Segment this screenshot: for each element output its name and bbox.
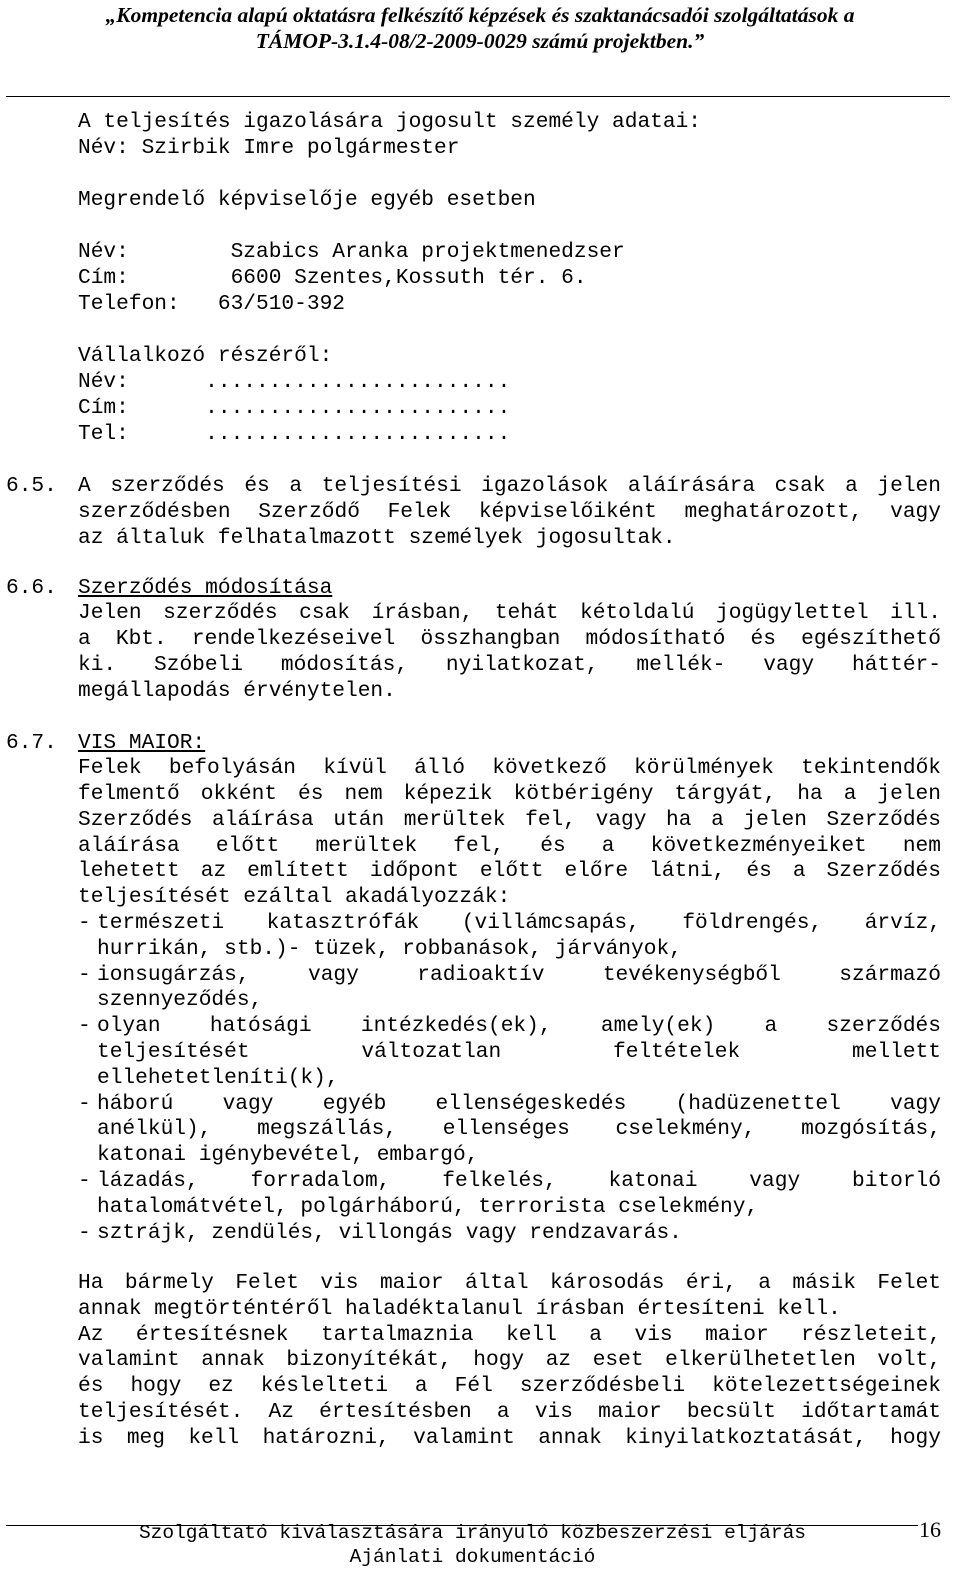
footer-line-2: Ajánlati dokumentáció — [349, 1546, 596, 1568]
text-line: - — [78, 1169, 91, 1193]
text-line: aláírása előtt merültek fel, és a következményeiket nem — [78, 834, 941, 858]
text-line: Cím: ........................ — [78, 396, 511, 420]
text-line: lehetett az említett időpont előtt előre látni, és a Szerződés — [78, 859, 941, 883]
text-line: szerződésben Szerződő Felek képviselőiként meghatározott, vagy — [78, 500, 941, 524]
text-line: - — [78, 1014, 91, 1038]
page-number: 16 — [919, 1517, 941, 1542]
text-line: Vállalkozó részéről: — [78, 344, 333, 368]
text-line: természeti katasztrófák (villámcsapás, földrengés, árvíz, — [97, 911, 941, 935]
text-line: háború vagy egyéb ellenségeskedés (hadüzenettel vagy — [97, 1092, 941, 1116]
text-line: katonai igénybevétel, embargó, — [97, 1143, 479, 1167]
header-line-2: TÁMOP-3.1.4-08/2-2009-0029 számú projektben.” — [255, 29, 705, 53]
text-line: lázadás, forradalom, felkelés, katonai vagy bitorló — [97, 1169, 941, 1193]
text-line: Tel: ........................ — [78, 422, 511, 446]
text-line: 6.6. — [6, 576, 57, 600]
text-line: felmentő okként és nem képezik kötbérigény tárgyát, ha a jelen — [78, 782, 941, 806]
text-line: Szerződés módosítása — [78, 576, 333, 600]
text-line: 6.7. — [6, 731, 57, 755]
text-line: szennyeződés, — [97, 988, 263, 1012]
text-line: VIS MAIOR: — [78, 731, 206, 755]
text-line: A szerződés és a teljesítési igazolások aláírására csak a jelen — [78, 474, 941, 498]
text-line: - — [78, 963, 91, 987]
text-line: 6.5. — [6, 474, 57, 498]
text-line: ellehetetleníti(k), — [97, 1066, 339, 1090]
text-line: Név: Szirbik Imre polgármester — [78, 136, 460, 160]
footer-line-1: Szolgáltató kiválasztására irányuló közbeszerzési eljárás — [138, 1522, 806, 1544]
text-line: az általuk felhatalmazott személyek jogosultak. — [78, 526, 676, 550]
text-line: Név: ........................ — [78, 370, 511, 394]
text-line: hurrikán, stb.)- tüzek, robbanások, járványok, — [97, 937, 682, 961]
text-line: Ha bármely Felet vis maior által károsodás éri, a másik Felet — [78, 1271, 941, 1295]
header-rule — [6, 96, 950, 97]
text-line: is meg kell határozni, valamint annak kinyilatkoztatását, hogy — [78, 1426, 941, 1450]
text-line: teljesítését ezáltal akadályozzák: — [78, 885, 511, 909]
text-line: Felek befolyásán kívül álló következő körülmények tekintendők — [78, 756, 941, 780]
text-line: A teljesítés igazolására jogosult személy adatai: — [78, 110, 702, 134]
text-line: Az értesítésnek tartalmaznia kell a vis maior részleteit, — [78, 1323, 941, 1347]
text-line: - — [78, 1092, 91, 1116]
text-line: teljesítését. Az értesítésben a vis maior becsült időtartamát — [78, 1400, 941, 1424]
text-line: ionsugárzás, vagy radioaktív tevékenységből származó — [97, 963, 941, 987]
text-line: teljesítését változatlan feltételek mellett — [97, 1040, 941, 1064]
text-line: ki. Szóbeli módosítás, nyilatkozat, mellék- vagy háttér- — [78, 653, 941, 677]
text-line: sztrájk, zendülés, villongás vagy rendzavarás. — [97, 1221, 682, 1245]
text-line: - — [78, 911, 91, 935]
text-line: Telefon: 63/510-392 — [78, 292, 346, 316]
text-line: Név: Szabics Aranka projektmenedzser — [78, 240, 625, 264]
text-line: olyan hatósági intézkedés(ek), amely(ek) a szerződés — [97, 1014, 941, 1038]
text-line: Szerződés aláírása után merültek fel, vagy ha a jelen Szerződés — [78, 808, 941, 832]
text-line: Megrendelő képviselője egyéb esetben — [78, 188, 536, 212]
text-line: megállapodás érvénytelen. — [78, 679, 396, 703]
text-line: - — [78, 1221, 91, 1245]
text-line: valamint annak bizonyítékát, hogy az eset elkerülhetetlen volt, — [78, 1348, 941, 1372]
text-line: annak megtörténtéről haladéktalanul írásban értesíteni kell. — [78, 1297, 841, 1321]
text-line: és hogy ez késlelteti a Fél szerződésbeli kötelezettségeinek — [78, 1374, 941, 1398]
text-line: Jelen szerződés csak írásban, tehát kétoldalú jogügylettel ill. — [78, 601, 941, 625]
text-line: Cím: 6600 Szentes,Kossuth tér. 6. — [78, 266, 587, 290]
text-line: anélkül), megszállás, ellenséges cselekmény, mozgósítás, — [97, 1117, 941, 1141]
text-line: a Kbt. rendelkezéseivel összhangban módosítható és egészíthető — [78, 627, 941, 651]
header-line-1: „Kompetencia alapú oktatásra felkészítő képzések és szaktanácsadói szolgáltatások a — [105, 3, 855, 27]
page-header — [0, 2, 960, 54]
text-line: hatalomátvétel, polgárháború, terrorista cselekmény, — [97, 1195, 759, 1219]
